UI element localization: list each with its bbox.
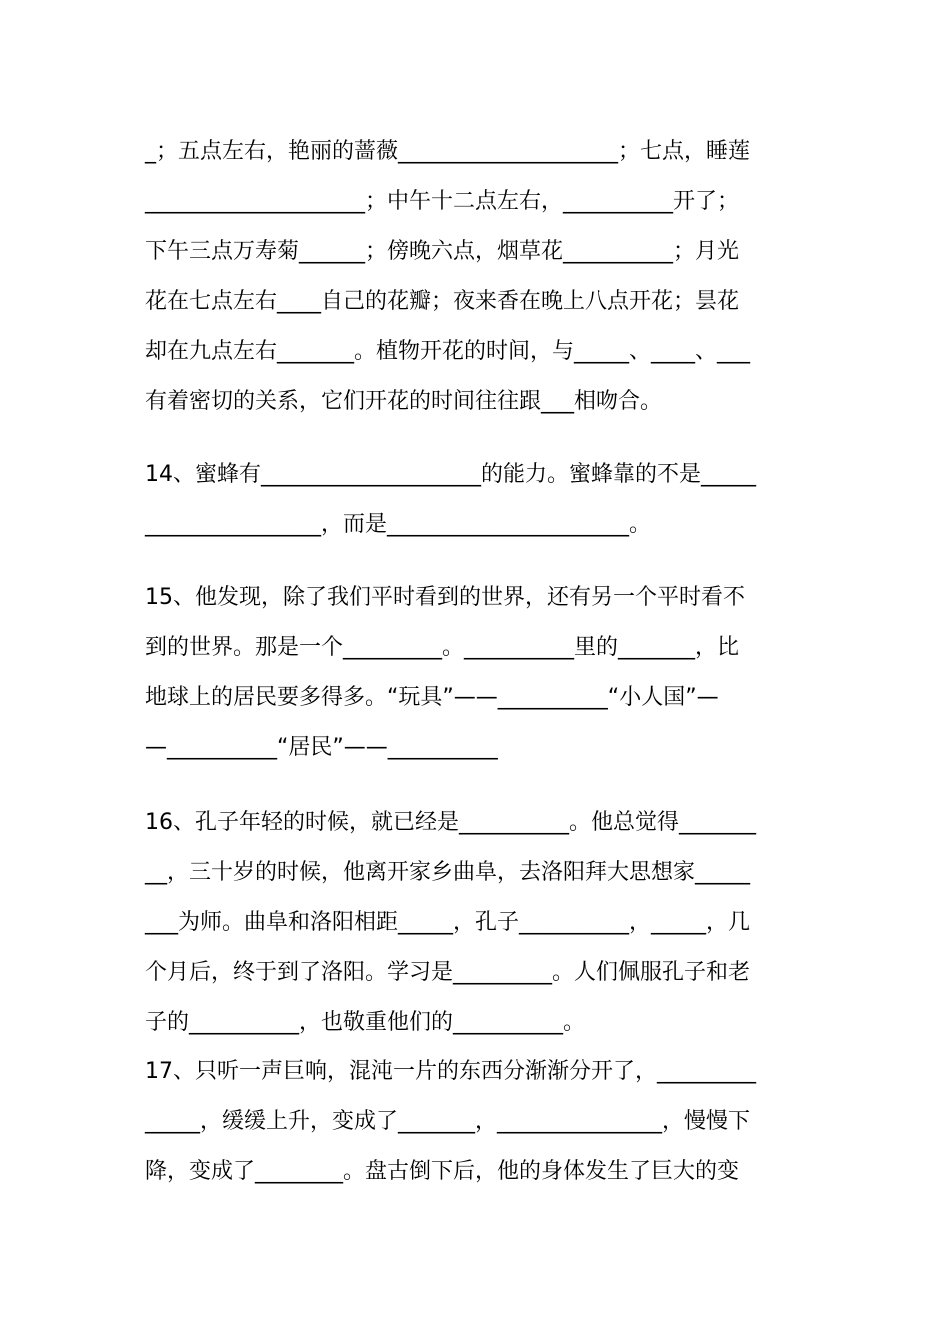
question-17-line: 17、只听一声巨响，混沌一片的东西分渐渐分开了，_________ — [145, 1059, 756, 1084]
text-line: 却在九点左右_______。植物开花的时间，与_____、____、___ — [145, 339, 751, 364]
question-14-line: ________________，而是______________________。 — [145, 512, 652, 537]
question-15-line: 地球上的居民要多得多。“玩具”——__________“小人国”— — [145, 685, 719, 710]
question-15-line: 到的世界。那是一个_________。__________里的_______，比 — [145, 635, 740, 660]
text-line: ____________________；中午十二点左右，__________开了； — [145, 189, 740, 214]
question-16-line: 个月后，终于到了洛阳。学习是_________。人们佩服孔子和老 — [145, 960, 751, 985]
text-line: 花在七点左右____自己的花瓣；夜来香在晚上八点开花；昙花 — [145, 289, 740, 314]
text-line: _；五点左右，艳丽的蔷薇____________________；七点，睡莲 — [145, 139, 751, 164]
question-15-line: —__________“居民”——__________ — [145, 735, 498, 760]
question-17-line: _____，缓缓上升，变成了_______，_______________，慢慢下 — [145, 1109, 751, 1134]
question-16-line: 16、孔子年轻的时候，就已经是__________。他总觉得_______ — [145, 810, 756, 835]
question-16-line: ___为师。曲阜和洛阳相距_____，孔子__________，_____，几 — [145, 910, 751, 935]
text-line: 有着密切的关系，它们开花的时间往往跟___相吻合。 — [145, 389, 663, 414]
question-16-line: 子的__________，也敬重他们的__________。 — [145, 1010, 586, 1035]
question-16-line: __，三十岁的时候，他离开家乡曲阜，去洛阳拜大思想家_____ — [145, 860, 751, 885]
text-line: 下午三点万寿菊______；傍晚六点，烟草花__________；月光 — [145, 239, 740, 264]
question-14-line: 14、蜜蜂有____________________的能力。蜜蜂靠的不是_____ — [145, 462, 756, 487]
question-17-line: 降，变成了________。盘古倒下后，他的身体发生了巨大的变 — [145, 1159, 740, 1184]
question-15-line: 15、他发现，除了我们平时看到的世界，还有另一个平时看不 — [145, 585, 745, 610]
